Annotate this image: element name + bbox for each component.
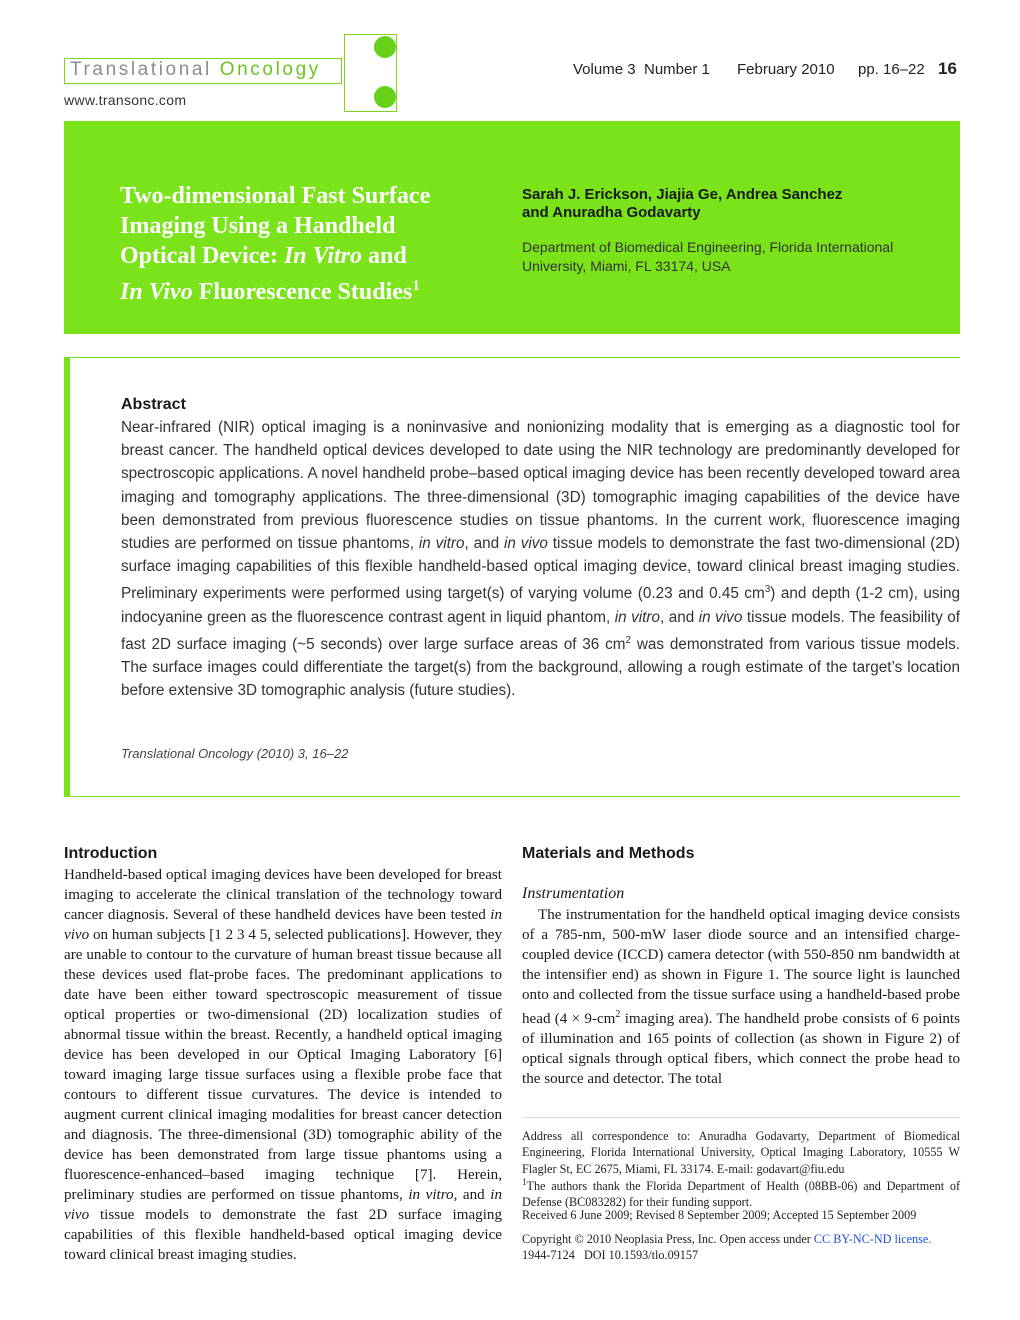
instrumentation-subheading: Instrumentation [522, 885, 625, 902]
title-italic: In Vivo [120, 279, 193, 305]
logo-dot-icon [374, 36, 396, 58]
title-line [120, 271, 500, 307]
correspondence-note: Address all correspondence to: Anuradha Godavarty, Department of Biomedical Engineering, Florida International University, Optical Imaging Laboratory, 10555 W Flagler St, EC 2675, Miami, FL 33174. E-mail: godavart@fiu.edu [522, 1129, 960, 1176]
article-title [120, 181, 500, 307]
received-dates: Received 6 June 2009; Revised 8 September 2009; Accepted 15 September 2009 [522, 1208, 917, 1222]
methods-heading: Materials and Methods [522, 845, 695, 862]
issn-doi: 1944-7124 DOI 10.1593/tlo.09157 [522, 1248, 699, 1262]
abstract-accent-bar [64, 357, 70, 797]
copyright-line: Copyright © 2010 Neoplasia Press, Inc. Open access under CC BY-NC-ND license. [522, 1232, 932, 1246]
journal-url[interactable]: www.transonc.com [64, 92, 187, 108]
issue-date: February 2010 [737, 61, 835, 78]
introduction-heading: Introduction [64, 845, 158, 862]
authors-line: Sarah J. Erickson, Jiajia Ge, Andrea Sanchez [522, 186, 843, 203]
journal-name-part1: Translational [70, 59, 212, 80]
logo-line [396, 34, 397, 112]
license-link[interactable]: CC BY-NC-ND license. [813, 1232, 932, 1246]
title-italic: In Vitro [283, 243, 362, 269]
title-line: Two-dimensional Fast Surface [120, 183, 431, 209]
title-text: Fluorescence Studies [192, 279, 413, 305]
abstract-text: Near-infrared (NIR) optical imaging is a noninvasive and nonionizing modality that is emerging as a diagnostic tool for breast cancer. The handheld optical devices developed to date using the NIR technology are predominantly developed for spectroscopic applications. A novel handheld probe–based optical imaging device has been recently developed toward area imaging and tomography applications. The three-dimensional (3D) tomographic imaging capabilities of the device have been demonstrated from previous fluorescence studies on tissue phantoms. In the current work, fluorescence imaging studies are performed on tissue phantoms, in vitro, and in vivo tissue models to demonstrate the fast two-dimensional (2D) surface imaging capabilities of this flexible handheld-based optical imaging device, toward clinical breast imaging studies. Preliminary experiments were performed using target(s) of varying volume (0.23 and 0.45 $cm^3$) and depth (1-2 cm), using indocyanine green as the fluorescence contrast agent in liquid phantom, in vitro, and in vivo tissue models. The feasibility of fast 2D surface imaging (~5 seconds) over large surface areas of 36 $cm^2$ was demonstrated from various tissue models. The surface images could differentiate the target(s) from the background, allowing a rough estimate of the target’s location before extensive 3D tomographic analysis (future studies). [121, 419, 961, 700]
journal-name-part2: Oncology [219, 59, 321, 80]
introduction-text: Handheld-based optical imaging devices have been developed for breast imaging to accelerate the clinical translation of the technology toward cancer diagnosis. Several of these handheld devices have been tested in vivo on human subjects [1 2 3 4 5, selected publications]. However, they are unable to contour to the curvature of human breast tissue because all these devices used flat-probe faces. The predominant applications to date have been either toward spectroscopic measurement of tissue optical properties or two-dimensional (2D) localization studies of abnormal tissue within the breast. Recently, a handheld optical imaging device has been developed in our Optical Imaging Laboratory [6] toward imaging large tissue surfaces using a flexible probe face that contours to different tissue curvatures. The device is intended to augment current clinical imaging modalities for breast cancer detection and diagnosis. The three-dimensional (3D) tomographic ability of the device has been demonstrated from large tissue phantoms using a fluorescence-enhanced–based imaging technique [7]. Herein, preliminary studies are performed on tissue phantoms, in vitro, and in vivo tissue models to demonstrate the fast 2D surface imaging capabilities of this flexible handheld-based optical imaging device toward clinical breast imaging studies. [64, 867, 502, 1263]
abstract-divider [64, 357, 960, 358]
funding-note: $^1$The authors thank the Florida Department of Health (08BB-06) and Department of Defense (BC083282) for their funding support. [522, 1177, 960, 1210]
title-text: Optical Device: [120, 243, 284, 269]
title-line [120, 241, 500, 271]
issue-number: Number 1 [644, 61, 710, 78]
affiliation: Department of Biomedical Engineering, Florida International University, Miami, FL 33174, USA [522, 239, 894, 274]
page-range: pp. 16–22 [858, 61, 925, 78]
logo-dot-icon [374, 86, 396, 108]
logo-line [344, 111, 396, 112]
logo-line [344, 34, 396, 35]
title-text: and [362, 243, 407, 269]
title-footnote-mark: 1 [412, 278, 420, 294]
instrumentation-text: The instrumentation for the handheld optical imaging device consists of a 785-nm, 500-mW laser diode source and an intensified charge-coupled device (ICCD) camera detector (with 550-850 nm bandwidth at the intensifier end) as shown in Figure 1. The source light is launched onto and collected from the tissue surface using a handheld-based probe head ($4 \times 9-cm^2$ imaging area). The handheld probe consists of 6 points of illumination and 165 points of collection (as shown in Figure 2) of optical signals through optical fibers, which connect the probe head to the source and detector. The total [522, 907, 960, 1088]
journal-citation: Translational Oncology (2010) 3, 16–22 [121, 746, 349, 761]
journal-logo [70, 59, 321, 81]
authors-line: and Anuradha Godavarty [522, 204, 701, 221]
author-list [522, 186, 922, 222]
page-number: 16 [938, 59, 957, 78]
footnote-divider [522, 1117, 960, 1118]
logo-line [344, 34, 345, 112]
abstract-heading: Abstract [121, 396, 186, 413]
title-line: Imaging Using a Handheld [120, 213, 396, 239]
volume: Volume 3 [573, 61, 636, 78]
abstract-divider [64, 796, 960, 797]
